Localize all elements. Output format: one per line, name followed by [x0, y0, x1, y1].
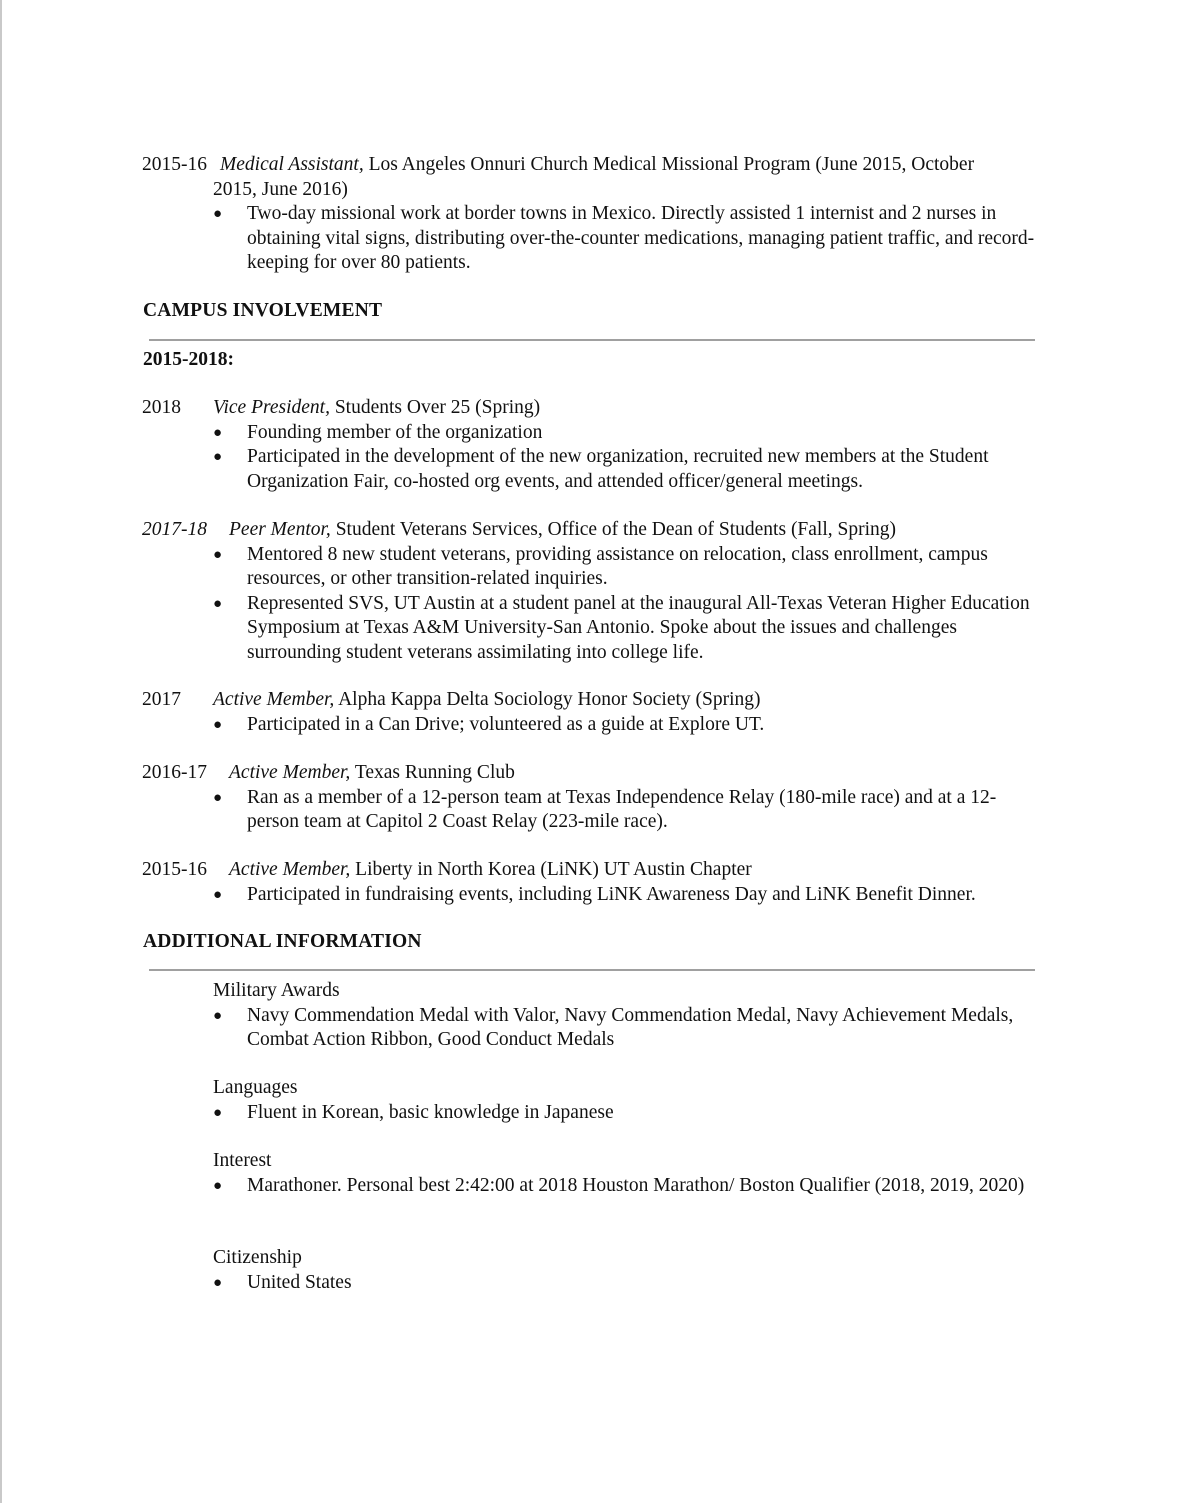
entry-medical-assistant — [2, 153, 1179, 276]
entry-role: Medical Assistant, — [220, 154, 364, 175]
entry-title — [229, 858, 752, 883]
entry-peer-mentor — [2, 518, 1179, 665]
bullet-text: Two-day missional work at border towns in Mexico. Directly assisted 1 internist and 2 nurses in obtaining vital signs, distributing over-the-counter medications, managing patient traffic, and record-keeping for over 80 patients. — [247, 203, 1035, 273]
bullet-text: Mentored 8 new student veterans, providing assistance on relocation, class enrollment, campus resources, or other transition-related inquiries. — [247, 543, 988, 589]
info-group-citizenship — [2, 1246, 1179, 1295]
bullet-icon: ● — [213, 789, 223, 806]
bullet-icon: ● — [213, 716, 223, 733]
entry-date: 2017 — [142, 689, 181, 710]
entry-texas-running-club — [2, 761, 1179, 835]
bullet-list — [2, 1101, 1179, 1126]
entry-org: Students Over 25 (Spring) — [334, 397, 541, 418]
bullet-item — [2, 713, 1179, 738]
section-divider — [149, 339, 1035, 341]
bullet-text: Navy Commendation Medal with Valor, Navy Commendation Medal, Navy Achievement Medals, Combat Action Ribbon, Good Conduct Medals — [247, 1004, 1014, 1050]
info-group-languages — [2, 1076, 1179, 1125]
period-heading: 2015-2018: — [143, 349, 234, 370]
info-header — [2, 1246, 1179, 1271]
bullet-text: Ran as a member of a 12-person team at Texas Independence Relay (180-mile race) and at a 12-person team at Capitol 2 Coast Relay (223-mile race). — [247, 786, 997, 832]
entry-title — [229, 518, 896, 543]
entry-org: Student Veterans Services, Office of the Dean of Students (Fall, Spring) — [335, 519, 897, 540]
bullet-list — [2, 543, 1179, 666]
entry-date: 2015-16 — [142, 859, 207, 880]
bullet-icon: ● — [213, 424, 223, 441]
entry-org: Liberty in North Korea (LiNK) UT Austin Chapter — [355, 859, 752, 880]
bullet-list — [2, 713, 1179, 738]
bullet-text: United States — [247, 1271, 352, 1293]
entry-role: Peer Mentor, — [229, 519, 331, 540]
bullet-list — [2, 1174, 1179, 1199]
bullet-icon: ● — [213, 206, 223, 222]
bullet-text: Participated in fundraising events, including LiNK Awareness Day and LiNK Benefit Dinner. — [247, 883, 976, 905]
entry-header-continued — [2, 178, 1179, 203]
entry-date: 2015-16 — [142, 154, 207, 175]
info-label: Military Awards — [213, 980, 340, 1001]
bullet-item — [2, 786, 1179, 835]
bullet-list — [2, 786, 1179, 835]
bullet-icon: ● — [213, 449, 223, 465]
bullet-item — [2, 592, 1179, 666]
entry-role: Active Member, — [213, 689, 335, 710]
entry-header — [2, 396, 1179, 421]
bullet-item — [2, 1004, 1179, 1053]
entry-title — [220, 153, 974, 178]
entry-header — [2, 761, 1179, 786]
entry-date: 2016-17 — [142, 762, 207, 783]
bullet-icon: ● — [213, 546, 223, 563]
bullet-icon: ● — [213, 1274, 223, 1291]
entry-role: Vice President, — [213, 397, 330, 418]
info-label: Citizenship — [213, 1247, 302, 1268]
info-label: Languages — [213, 1077, 298, 1098]
entry-header — [2, 153, 1179, 178]
info-group-military-awards — [2, 979, 1179, 1053]
info-label: Interest — [213, 1150, 272, 1171]
bullet-icon: ● — [213, 595, 223, 612]
bullet-icon: ● — [213, 886, 223, 903]
bullet-text: Fluent in Korean, basic knowledge in Japanese — [247, 1101, 614, 1123]
bullet-item — [2, 202, 1179, 276]
bullet-list — [2, 1271, 1179, 1296]
bullet-list — [2, 202, 1179, 276]
entry-date: 2017-18 — [142, 519, 207, 540]
bullet-item — [2, 1271, 1179, 1296]
entry-header — [2, 858, 1179, 883]
bullet-item — [2, 1101, 1179, 1126]
info-header — [2, 1076, 1179, 1101]
bullet-list — [2, 883, 1179, 908]
bullet-text: Participated in the development of the new organization, recruited new members at the Student Organization Fair, co-hosted org events, and attended officer/general meetings. — [247, 446, 989, 492]
entry-title — [229, 761, 515, 786]
bullet-text: Marathoner. Personal best 2:42:00 at 2018 Houston Marathon/ Boston Qualifier (2018, 2019, 2020) — [247, 1174, 1025, 1196]
bullet-item — [2, 883, 1179, 908]
bullet-item — [2, 543, 1179, 592]
bullet-text: Represented SVS, UT Austin at a student panel at the inaugural All-Texas Veteran Higher Education Symposium at Texas A&M University-San Antonio. Spoke about the issues and challenges surrounding student veterans assimilating into college life. — [247, 592, 1030, 663]
bullet-item — [2, 421, 1179, 446]
entry-title — [213, 688, 761, 713]
entry-role: Active Member, — [229, 859, 351, 880]
entry-alpha-kappa-delta — [2, 688, 1179, 737]
section-heading-additional-information: ADDITIONAL INFORMATION — [143, 931, 422, 952]
section-heading-campus-involvement: CAMPUS INVOLVEMENT — [143, 300, 383, 321]
entry-org: Alpha Kappa Delta Sociology Honor Society (Spring) — [338, 689, 761, 710]
entry-liberty-in-north-korea — [2, 858, 1179, 907]
entry-org-continued: 2015, June 2016) — [213, 178, 348, 200]
entry-org: Los Angeles Onnuri Church Medical Missional Program (June 2015, October — [368, 154, 975, 175]
bullet-list — [2, 421, 1179, 495]
info-header — [2, 1149, 1179, 1174]
bullet-icon: ● — [213, 1177, 223, 1194]
bullet-text: Founding member of the organization — [247, 421, 543, 443]
entry-header — [2, 688, 1179, 713]
entry-org: Texas Running Club — [354, 762, 515, 783]
info-header — [2, 979, 1179, 1004]
bullet-text: Participated in a Can Drive; volunteered as a guide at Explore UT. — [247, 713, 765, 735]
info-group-interest — [2, 1149, 1179, 1198]
bullet-item — [2, 445, 1179, 494]
bullet-item — [2, 1174, 1179, 1199]
entry-date: 2018 — [142, 397, 181, 418]
section-divider — [149, 969, 1035, 971]
bullet-list — [2, 1004, 1179, 1053]
bullet-icon: ● — [213, 1007, 223, 1024]
entry-role: Active Member, — [229, 762, 351, 783]
bullet-icon: ● — [213, 1104, 223, 1121]
entry-vice-president — [2, 396, 1179, 494]
entry-title — [213, 396, 540, 421]
entry-header — [2, 518, 1179, 543]
